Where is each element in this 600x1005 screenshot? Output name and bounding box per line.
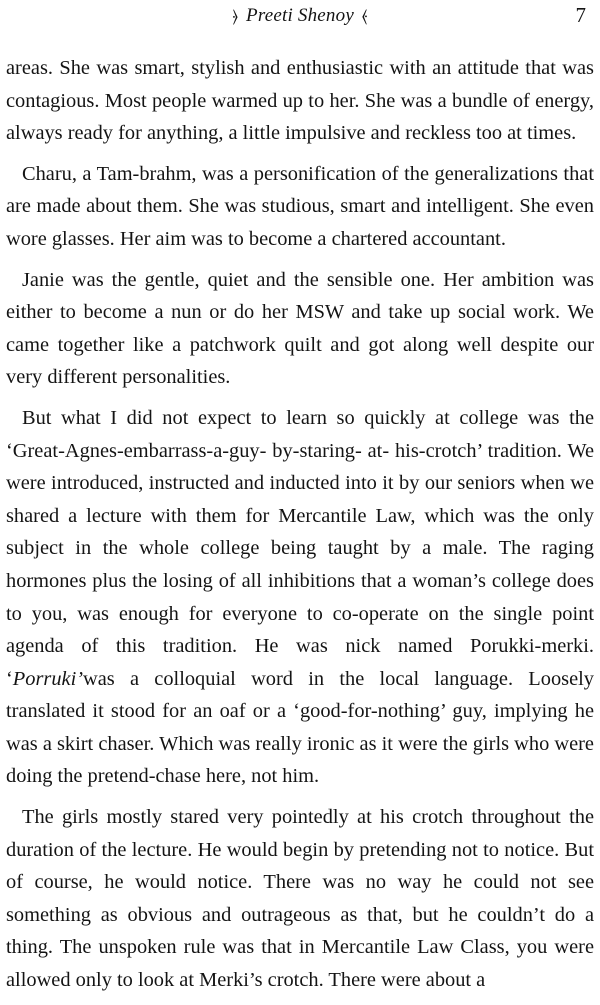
paragraph-5: The girls mostly stared very pointedly at his crotch throughout the duration of the lecture. He would begin by pretending not to notice. But of course, he would notice. There was no way he could not see something as obvious and outrageous as that, but he couldn’t do a thing. The unspoken rule was that in Mercantile Law Class, you were allowed only to look at Merki’s crotch. There were about a (6, 806, 594, 992)
page-number: 7 (575, 3, 586, 27)
paragraph-4-part-b: was a colloquial word in the local language. Loosely translated it stood for an oaf or a ‘good-for-nothing’ guy, implying he was a skirt chaser. Which was really ironic as it were the girls who were doing the pretend-chase here, not him. (6, 667, 594, 788)
running-head (0, 5, 600, 27)
page-header (0, 0, 600, 34)
ornament-right-icon: ⦑ (361, 8, 368, 25)
paragraph-4-italic: Porruki’ (12, 667, 84, 690)
paragraph-4 (6, 402, 594, 793)
ornament-left-icon: ⦒ (232, 8, 239, 25)
author-name: Preeti Shenoy (246, 5, 354, 26)
paragraph-1: areas. She was smart, stylish and enthusiastic with an attitude that was contagious. Most people warmed up to her. She was a bundle of energy, always ready for anything, a little impulsive and reckless too at times. (6, 57, 594, 145)
paragraph-3: Janie was the gentle, quiet and the sensible one. Her ambition was either to become a nun or do her MSW and take up social work. We came together like a patchwork quilt and got along well despite our very different personalities. (6, 268, 594, 389)
paragraph-4-part-a: But what I did not expect to learn so quickly at college was the ‘Great-Agnes-embarrass-a-guy- by-staring- at- his-crotch’ tradition. We were introduced, instructed and inducted into it by our seniors when we shared a lecture with them for Mercantile Law, which was the only subject in the whole college being taught by a male. The raging hormones plus the losing of all inhibitions that a woman’s college does to you, was enough for everyone to co-operate on the single point agenda of this tradition. He was nick named Porukki-merki. ‘ (6, 406, 594, 690)
paragraph-2: Charu, a Tam-brahm, was a personification of the generalizations that are made about them. She was studious, smart and intelligent. She even wore glasses. Her aim was to become a chartered accountant. (6, 162, 594, 250)
body-text (6, 52, 594, 1005)
